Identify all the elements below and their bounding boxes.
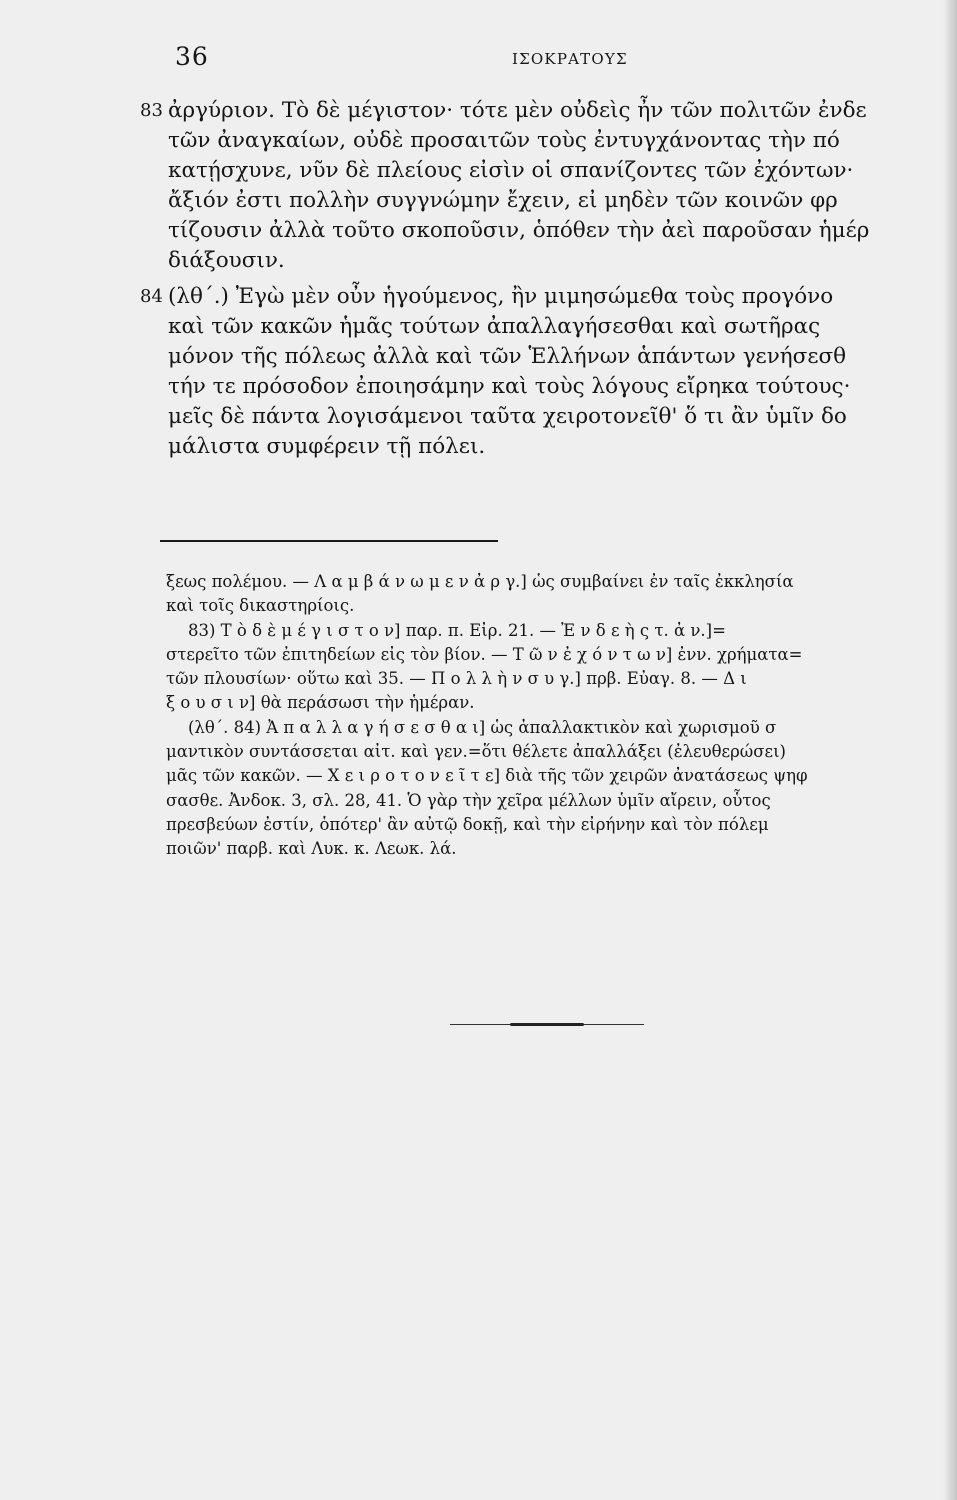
line-text: τῶν ἀναγκαίων, οὐδὲ προσαιτῶν τοὺς ἐντυγχάνοντας τὴν πό [168, 128, 840, 153]
main-text-block [140, 96, 957, 462]
line-text: τήν τε πρόσοδον ἐποιησάμην καὶ τοὺς λόγους εἴρηκα τούτους· [168, 374, 851, 399]
end-ornament-rule [450, 1023, 644, 1027]
footnote-text: ξ ο υ σ ι ν] θὰ περάσωσι τὴν ἡμέραν. [166, 693, 475, 713]
text-line [160, 156, 957, 186]
footnote-divider [160, 540, 498, 542]
line-text: ἄξιόν ἐστι πολλὴν συγγνώμην ἔχειν, εἰ μηδὲν τῶν κοινῶν φρ [168, 188, 838, 213]
footnote-line [160, 837, 957, 861]
text-line [160, 246, 957, 276]
line-text: μόνον τῆς πόλεως ἀλλὰ καὶ τῶν Ἑλλήνων ἁπάντων γενήσεσθ [168, 344, 847, 369]
footnote-line [160, 740, 957, 764]
line-text: κατῄσχυνε, νῦν δὲ πλείους εἰσὶν οἱ σπανίζοντες τῶν ἐχόντων· [168, 158, 854, 183]
text-line [160, 126, 957, 156]
footnote-line [160, 813, 957, 837]
footnote-text: στερεῖτο τῶν ἐπιτηδείων εἰς τὸν βίον. — Τ ῶ ν ἐ χ ό ν τ ω ν] ἐνν. χρήματα= [166, 644, 803, 664]
footnote-line [160, 667, 957, 691]
footnote-text: μᾶς τῶν κακῶν. — Χ ε ι ρ ο τ ο ν ε ῖ τ ε] διὰ τῆς τῶν χειρῶν ἀνατάσεως ψηφ [166, 766, 808, 786]
line-text: (λθ΄.) Ἐγὼ μὲν οὖν ἡγούμενος, ἢν μιμησώμεθα τοὺς προγόνο [168, 284, 834, 309]
text-line [160, 432, 957, 462]
ornament-thick-line [510, 1023, 584, 1026]
footnote-text: τῶν πλουσίων· οὕτω καὶ 35. — Π ο λ λ ὴ ν σ υ γ.] πρβ. Εὐαγ. 8. — Δ ι [166, 669, 747, 689]
footnote-line [160, 619, 957, 643]
text-line [140, 96, 957, 126]
footnote-text: πρεσβεύων ἐστίν, ὁπότερ' ἂν αὐτῷ δοκῇ, καὶ τὴν εἰρήνην καὶ τὸν πόλεμ [166, 814, 769, 834]
text-line [160, 372, 957, 402]
text-line [160, 186, 957, 216]
footnote-text: μαντικὸν συντάσσεται αἰτ. καὶ γεν.=ὅτι θέλετε ἀπαλλάξει (ἐλευθερώσει) [166, 742, 786, 762]
line-text: τίζουσιν ἀλλὰ τοῦτο σκοποῦσιν, ὁπόθεν τὴν ἀεὶ παροῦσαν ἡμέρ [168, 218, 870, 243]
footnote-text: ποιῶν' παρβ. καὶ Λυκ. κ. Λεωκ. λά. [166, 839, 457, 859]
page-number: 36 [175, 42, 209, 71]
line-text: διάξουσιν. [168, 248, 285, 273]
section-number: 84 [140, 286, 163, 307]
line-text: καὶ τῶν κακῶν ἡμᾶς τούτων ἀπαλλαγήσεσθαι καὶ σωτῆρας [168, 314, 821, 339]
line-text: μάλιστα συμφέρειν τῇ πόλει. [168, 434, 486, 459]
line-text: μεῖς δὲ πάντα λογισάμενοι ταῦτα χειροτονεῖθ' ὅ τι ἂν ὑμῖν δο [168, 404, 847, 429]
footnotes-block [160, 570, 957, 862]
text-line [160, 342, 957, 372]
text-line [160, 216, 957, 246]
footnote-text: καὶ τοῖς δικαστηρίοις. [166, 596, 355, 616]
text-line [160, 312, 957, 342]
footnote-line [160, 570, 957, 594]
footnote-text: 83) Τ ὸ δ ὲ μ έ γ ι σ τ ο ν] παρ. π. Εἰρ. 21. — Ἐ ν δ ε ὴ ς τ. ἀ ν.]= [188, 620, 726, 640]
page-header [0, 42, 957, 82]
text-line [140, 282, 957, 312]
footnote-line [160, 691, 957, 715]
line-text: ἀργύριον. Τὸ δὲ μέγιστον· τότε μὲν οὐδεὶς ἦν τῶν πολιτῶν ἐνδε [168, 98, 867, 123]
footnote-text: ξεως πολέμου. — Λ α μ β ά ν ω μ ε ν ἀ ρ γ.] ὡς συμβαίνει ἐν ταῖς ἐκκλησία [166, 572, 794, 591]
footnote-line [160, 643, 957, 667]
footnote-line [160, 789, 957, 813]
running-title: ΙΣΟΚΡΑΤΟΥΣ [512, 50, 628, 68]
footnote-text: σασθε. Ἀνδοκ. 3, σλ. 28, 41. Ὁ γὰρ τὴν χεῖρα μέλλων ὑμῖν αἴρειν, οὗτος [166, 790, 771, 810]
section-number: 83 [140, 100, 163, 121]
footnote-line [160, 594, 957, 618]
footnote-text: (λθ΄. 84) Ἀ π α λ λ α γ ή σ ε σ θ α ι] ὡς ἀπαλλακτικὸν καὶ χωρισμοῦ σ [188, 717, 777, 737]
footnote-line [160, 764, 957, 788]
text-line [160, 402, 957, 432]
footnote-line [160, 716, 957, 740]
